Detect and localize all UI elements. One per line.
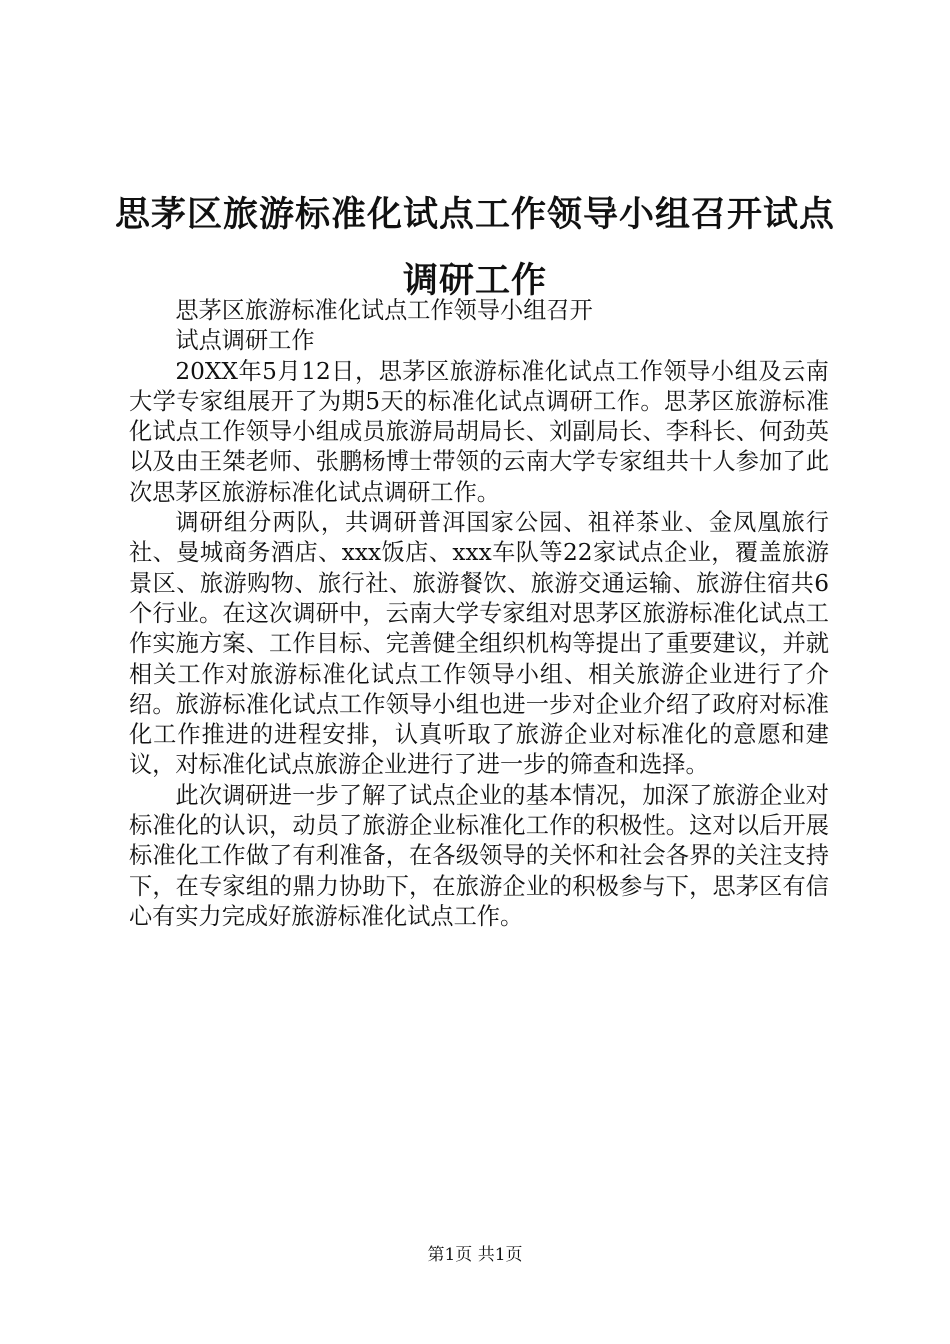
paragraph-research: 调研组分两队，共调研普洱国家公园、祖祥茶业、金凤凰旅行社、曼城商务酒店、xxx饭店、xxx车队等22家试点企业，覆盖旅游景区、旅游购物、旅行社、旅游餐饮、旅游交通运输、旅游住宿共6个行业。在这次调研中，云南大学专家组对思茅区旅游标准化试点工作实施方案、工作目标、完善健全组织机构等提出了重要建议，并就相关工作对旅游标准化试点工作领导小组、相关旅游企业进行了介绍。旅游标准化试点工作领导小组也进一步对企业介绍了政府对标准化工作推进的进程安排，认真听取了旅游企业对标准化的意愿和建议，对标准化试点旅游企业进行了进一步的筛查和选择。 [129, 509, 829, 779]
paragraph-subtitle-1: 思茅区旅游标准化试点工作领导小组召开 [175, 297, 593, 324]
paragraph-intro: 20XX年5月12日，思茅区旅游标准化试点工作领导小组及云南大学专家组展开了为期5天的标准化试点调研工作。思茅区旅游标准化试点工作领导小组成员旅游局胡局长、刘副局长、李科长、何劲英以及由王桀老师、张鹏杨博士带领的云南大学专家组共十人参加了此次思茅区旅游标准化试点调研工作。 [129, 357, 829, 506]
paragraph-subtitle-2: 试点调研工作 [175, 327, 315, 355]
document-title [110, 182, 840, 314]
title-line-1: 思茅区旅游标准化试点工作领导小组召开试点 [114, 194, 835, 235]
paragraph-conclusion: 此次调研进一步了解了试点企业的基本情况，加深了旅游企业对标准化的认识，动员了旅游企业标准化工作的积极性。这对以后开展标准化工作做了有利准备，在各级领导的关怀和社会各界的关注支持下，在专家组的鼎力协助下，在旅游企业的积极参与下，思茅区有信心有实力完成好旅游标准化试点工作。 [129, 781, 829, 930]
document-body [129, 296, 829, 932]
page-footer: 第1页 共1页 [427, 1245, 523, 1265]
title-line-2: 调研工作 [402, 260, 547, 301]
